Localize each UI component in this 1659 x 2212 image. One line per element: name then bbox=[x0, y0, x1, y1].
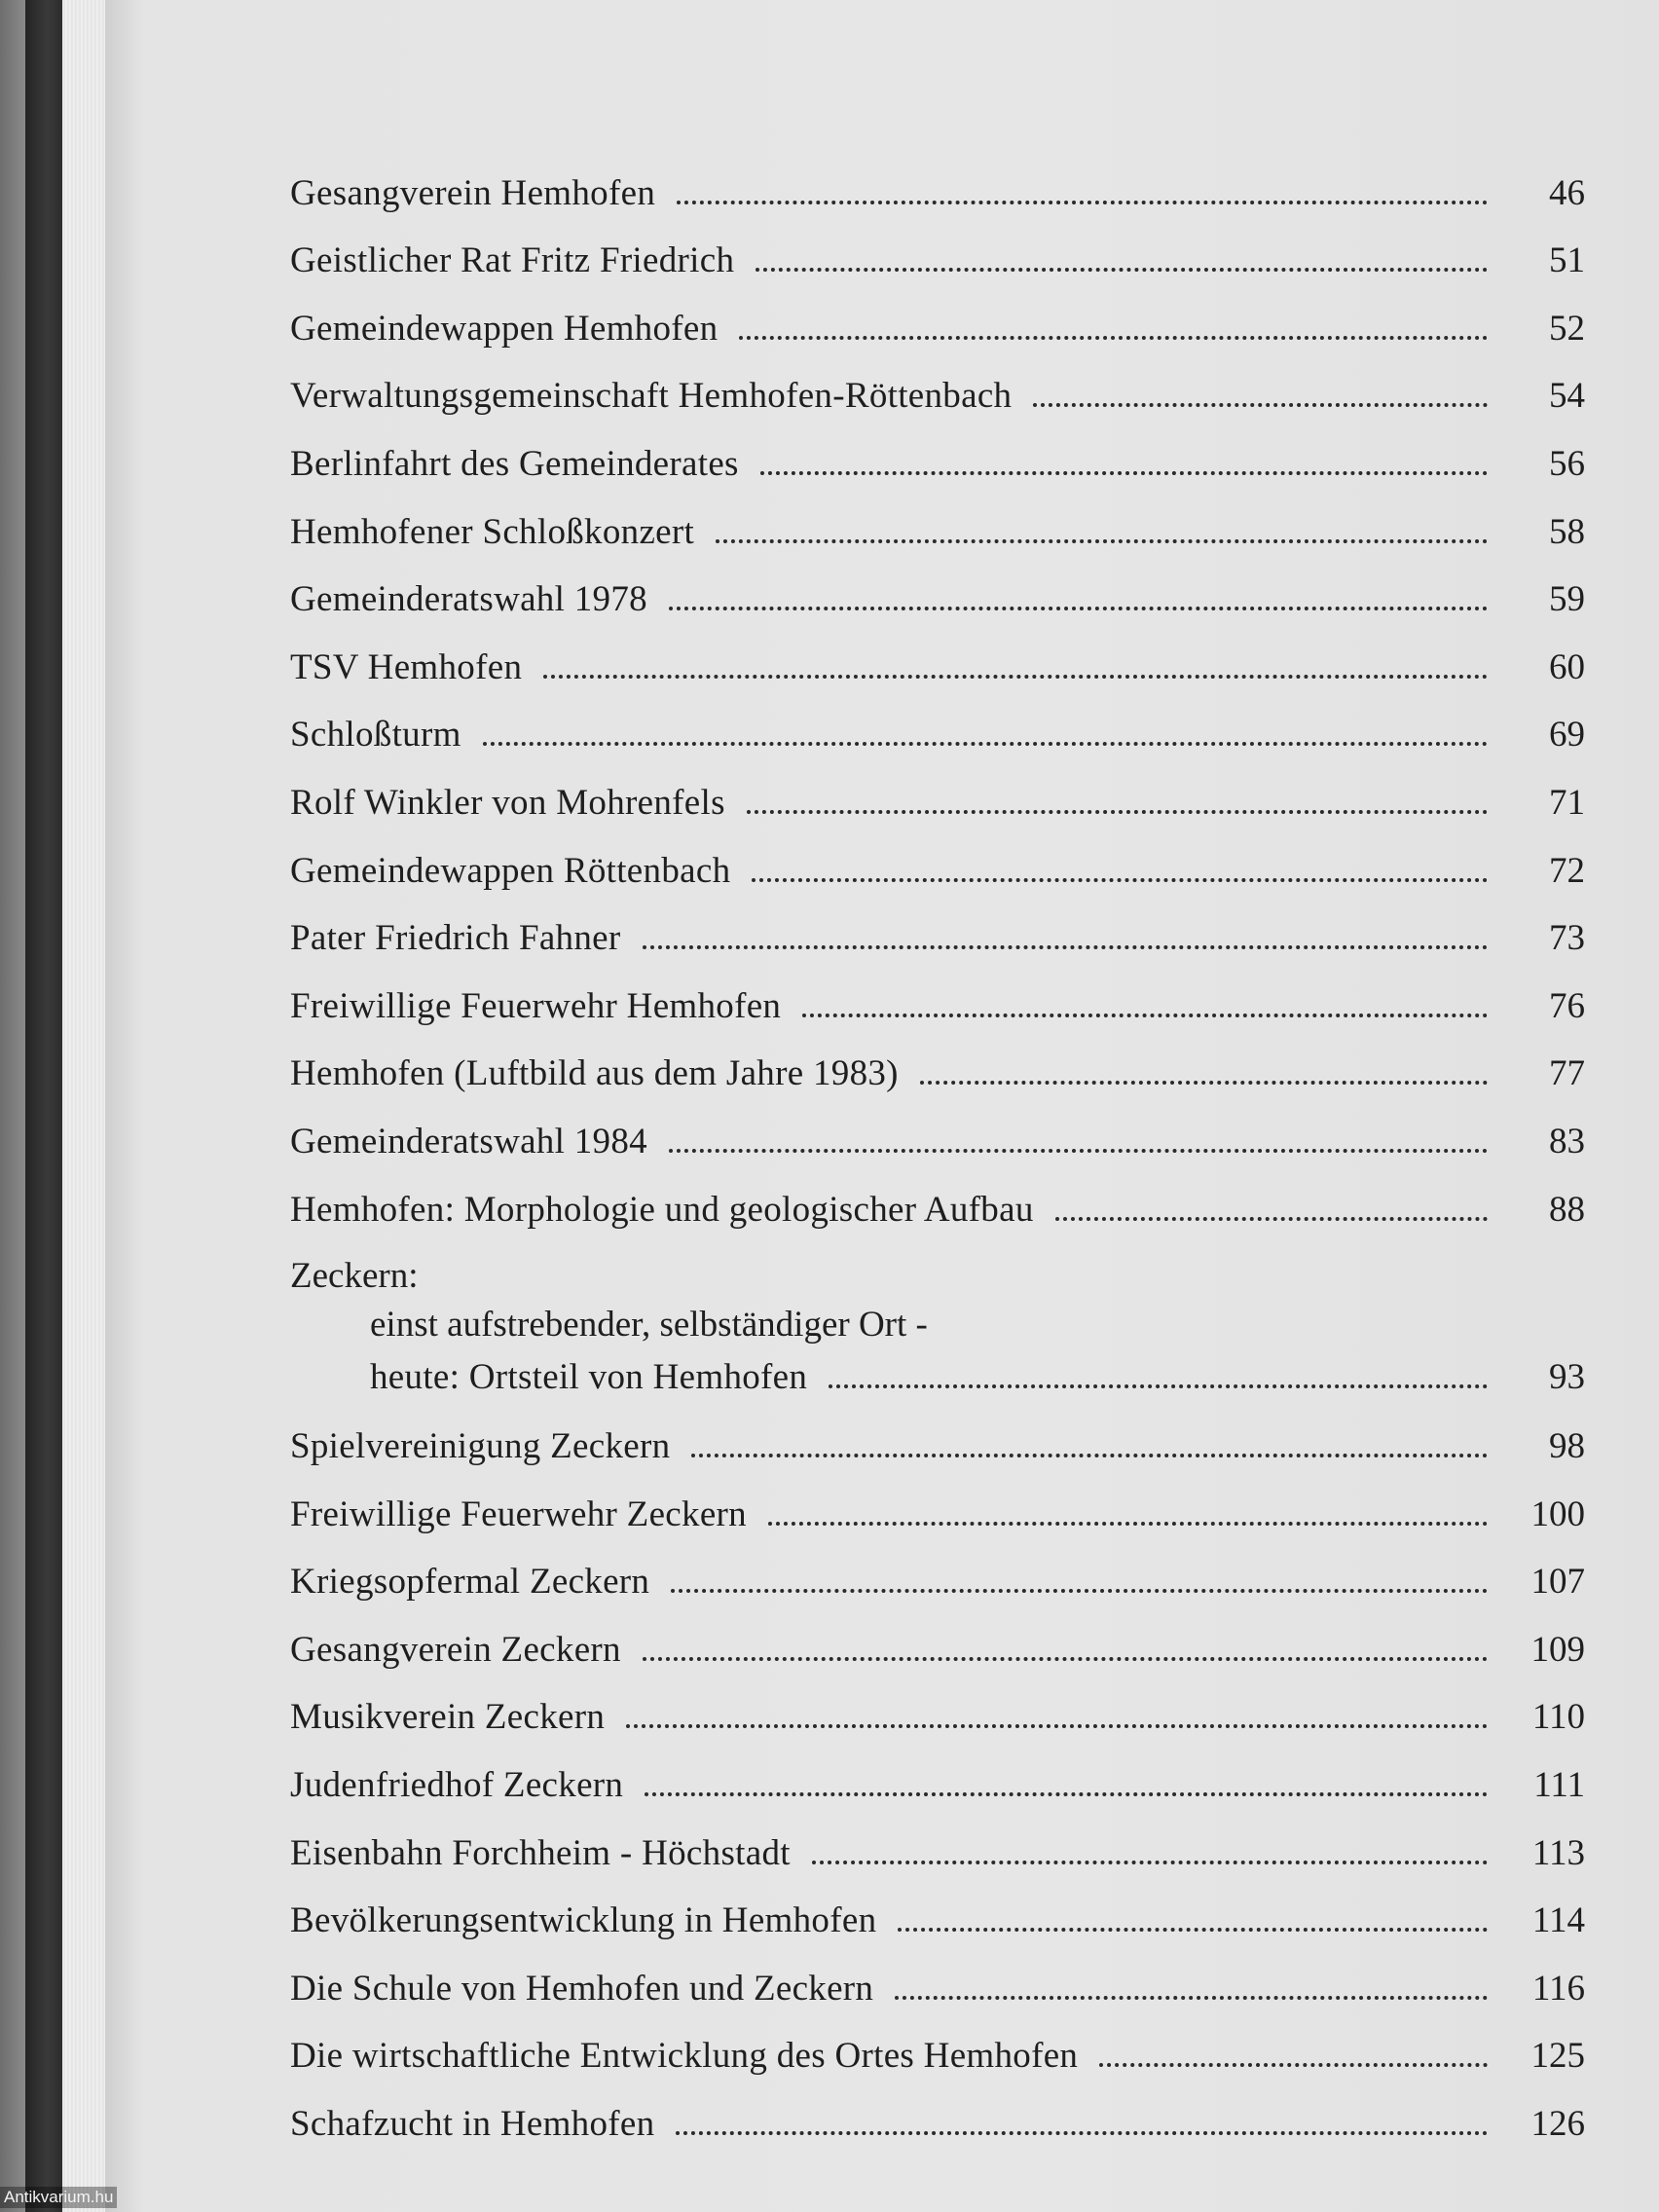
toc-entry-title: Gemeinderatswahl 1984 bbox=[290, 1121, 647, 1161]
toc-page-number: 77 bbox=[1549, 1053, 1585, 1094]
toc-entry bbox=[290, 350, 1585, 418]
toc-entry-title: Die wirtschaftliche Entwicklung des Ortes Hemhofen bbox=[290, 2036, 1079, 2077]
toc-page-number: 51 bbox=[1549, 240, 1585, 281]
toc-entry bbox=[290, 2009, 1585, 2078]
dot-leader bbox=[691, 1454, 1488, 1457]
toc-page-number: 93 bbox=[1549, 1356, 1585, 1397]
toc-entry bbox=[290, 485, 1585, 553]
toc-page-number: 59 bbox=[1549, 579, 1585, 620]
book-cover-edge bbox=[25, 0, 62, 2212]
toc-entry bbox=[290, 1467, 1585, 1535]
dot-leader bbox=[645, 1792, 1488, 1796]
toc-entry-title: TSV Hemhofen bbox=[290, 646, 523, 687]
toc-entry bbox=[290, 1027, 1585, 1095]
dot-leader bbox=[1099, 2063, 1488, 2067]
toc-entry bbox=[290, 1806, 1585, 1874]
table-of-contents bbox=[290, 146, 1585, 2145]
toc-page-number: 110 bbox=[1531, 1697, 1585, 1738]
toc-entry bbox=[290, 146, 1585, 214]
toc-entry-title: Bevölkerungsentwicklung in Hemhofen bbox=[290, 1900, 877, 1941]
toc-entry bbox=[290, 553, 1585, 621]
toc-entry bbox=[290, 281, 1585, 350]
dot-leader bbox=[747, 810, 1488, 814]
toc-page-number: 60 bbox=[1549, 646, 1585, 687]
toc-entry-title: Musikverein Zeckern bbox=[290, 1697, 606, 1738]
toc-page-number: 69 bbox=[1549, 715, 1585, 756]
toc-page-number: 71 bbox=[1549, 782, 1585, 823]
dot-leader bbox=[669, 607, 1488, 610]
toc-entry-title: Rolf Winkler von Mohrenfels bbox=[290, 782, 725, 823]
toc-page-number: 109 bbox=[1530, 1629, 1585, 1670]
dot-leader bbox=[716, 539, 1488, 543]
toc-part-2 bbox=[290, 1398, 1585, 2146]
dot-leader bbox=[643, 1657, 1488, 1661]
toc-part-1 bbox=[290, 146, 1585, 1231]
toc-entry-title: Judenfriedhof Zeckern bbox=[290, 1765, 624, 1806]
toc-entry-title: Schloßturm bbox=[290, 715, 461, 756]
toc-entry bbox=[290, 620, 1585, 688]
dot-leader bbox=[1033, 403, 1488, 407]
toc-entry bbox=[290, 1603, 1585, 1671]
dot-leader bbox=[802, 1014, 1488, 1017]
dot-leader bbox=[895, 1996, 1488, 2000]
toc-entry-title: Kriegsopfermal Zeckern bbox=[290, 1562, 650, 1603]
dot-leader bbox=[756, 268, 1488, 272]
dot-leader bbox=[1055, 1217, 1488, 1221]
toc-entry-title: Hemhofener Schloßkonzert bbox=[290, 511, 695, 552]
dot-leader bbox=[626, 1724, 1488, 1728]
toc-page-number: 58 bbox=[1549, 511, 1585, 552]
dot-leader bbox=[898, 1928, 1488, 1932]
toc-entry-subtitle: einst aufstrebender, selbständiger Ort - bbox=[370, 1304, 928, 1345]
toc-page-number: 88 bbox=[1549, 1189, 1585, 1230]
toc-entry bbox=[290, 417, 1585, 485]
toc-entry bbox=[290, 1874, 1585, 1942]
toc-page-number: 100 bbox=[1530, 1493, 1585, 1534]
toc-entry bbox=[290, 688, 1585, 756]
toc-entry-title: Geistlicher Rat Fritz Friedrich bbox=[290, 240, 735, 281]
toc-entry-title: Gemeindewappen Hemhofen bbox=[290, 308, 719, 349]
toc-page-number: 73 bbox=[1549, 918, 1585, 959]
toc-page-number: 111 bbox=[1533, 1765, 1585, 1806]
toc-entry bbox=[290, 892, 1585, 960]
toc-entry-title: Gesangverein Zeckern bbox=[290, 1629, 621, 1670]
toc-entry-title: Hemhofen: Morphologie und geologischer Aufbau bbox=[290, 1189, 1034, 1230]
toc-page-number: 83 bbox=[1549, 1121, 1585, 1161]
toc-page-number: 113 bbox=[1531, 1832, 1585, 1873]
toc-entry-title: Die Schule von Hemhofen und Zeckern bbox=[290, 1968, 874, 2009]
toc-entry bbox=[290, 1400, 1585, 1468]
toc-entry-zeckern bbox=[290, 1231, 1585, 1398]
toc-page-number: 125 bbox=[1530, 2036, 1585, 2077]
toc-entry-title: Pater Friedrich Fahner bbox=[290, 918, 621, 959]
toc-entry bbox=[290, 1671, 1585, 1739]
dot-leader bbox=[671, 1589, 1488, 1593]
toc-page-number: 54 bbox=[1549, 376, 1585, 417]
dot-leader bbox=[676, 2131, 1488, 2135]
dot-leader bbox=[669, 1149, 1488, 1153]
watermark-text: Antikvarium.hu bbox=[0, 2187, 117, 2208]
toc-page-number: 52 bbox=[1549, 308, 1585, 349]
toc-entry bbox=[290, 1738, 1585, 1806]
toc-page-number: 126 bbox=[1530, 2104, 1585, 2145]
dot-leader bbox=[739, 336, 1488, 340]
toc-entry-title: Spielvereinigung Zeckern bbox=[290, 1426, 671, 1467]
toc-entry-title: Gemeindewappen Röttenbach bbox=[290, 850, 731, 891]
toc-entry bbox=[290, 2077, 1585, 2145]
dot-leader bbox=[829, 1384, 1488, 1388]
toc-entry-title: Freiwillige Feuerwehr Hemhofen bbox=[290, 985, 782, 1026]
dot-leader bbox=[483, 742, 1488, 746]
toc-entry-title: Zeckern: bbox=[290, 1255, 419, 1296]
toc-page-number: 114 bbox=[1531, 1900, 1585, 1941]
dot-leader bbox=[768, 1522, 1488, 1526]
toc-page-number: 107 bbox=[1530, 1562, 1585, 1603]
dot-leader bbox=[752, 878, 1488, 882]
toc-entry-title: Berlinfahrt des Gemeinderates bbox=[290, 443, 739, 484]
toc-entry-title: Gemeinderatswahl 1978 bbox=[290, 579, 647, 620]
dot-leader bbox=[677, 201, 1488, 204]
toc-entry-final-line bbox=[290, 1349, 1585, 1398]
toc-entry bbox=[290, 1162, 1585, 1231]
toc-entry bbox=[290, 824, 1585, 892]
toc-entry bbox=[290, 959, 1585, 1027]
toc-page-number: 72 bbox=[1549, 850, 1585, 891]
page-edges bbox=[62, 0, 105, 2212]
toc-entry bbox=[290, 1941, 1585, 2009]
toc-page-number: 56 bbox=[1549, 443, 1585, 484]
dot-leader bbox=[760, 471, 1488, 475]
toc-entry-title: Hemhofen (Luftbild aus dem Jahre 1983) bbox=[290, 1053, 899, 1094]
toc-page-number: 46 bbox=[1549, 172, 1585, 213]
toc-entry-title: Verwaltungsgemeinschaft Hemhofen-Röttenbach bbox=[290, 376, 1013, 417]
toc-page-number: 76 bbox=[1549, 985, 1585, 1026]
dot-leader bbox=[812, 1861, 1488, 1864]
toc-entry bbox=[290, 1535, 1585, 1604]
book-spine bbox=[0, 0, 25, 2212]
dot-leader bbox=[643, 945, 1489, 949]
toc-entry bbox=[290, 214, 1585, 282]
dot-leader bbox=[543, 675, 1488, 679]
toc-entry bbox=[290, 756, 1585, 824]
toc-page-number: 98 bbox=[1549, 1426, 1585, 1467]
toc-entry bbox=[290, 1094, 1585, 1162]
toc-entry-title: Eisenbahn Forchheim - Höchstadt bbox=[290, 1832, 791, 1873]
toc-entry-title: Schafzucht in Hemhofen bbox=[290, 2104, 655, 2145]
toc-page-number: 116 bbox=[1531, 1968, 1585, 2009]
toc-entry-title: Freiwillige Feuerwehr Zeckern bbox=[290, 1493, 747, 1534]
toc-entry-subtitle: heute: Ortsteil von Hemhofen bbox=[370, 1356, 808, 1397]
dot-leader bbox=[920, 1081, 1488, 1085]
toc-entry-title: Gesangverein Hemhofen bbox=[290, 172, 656, 213]
